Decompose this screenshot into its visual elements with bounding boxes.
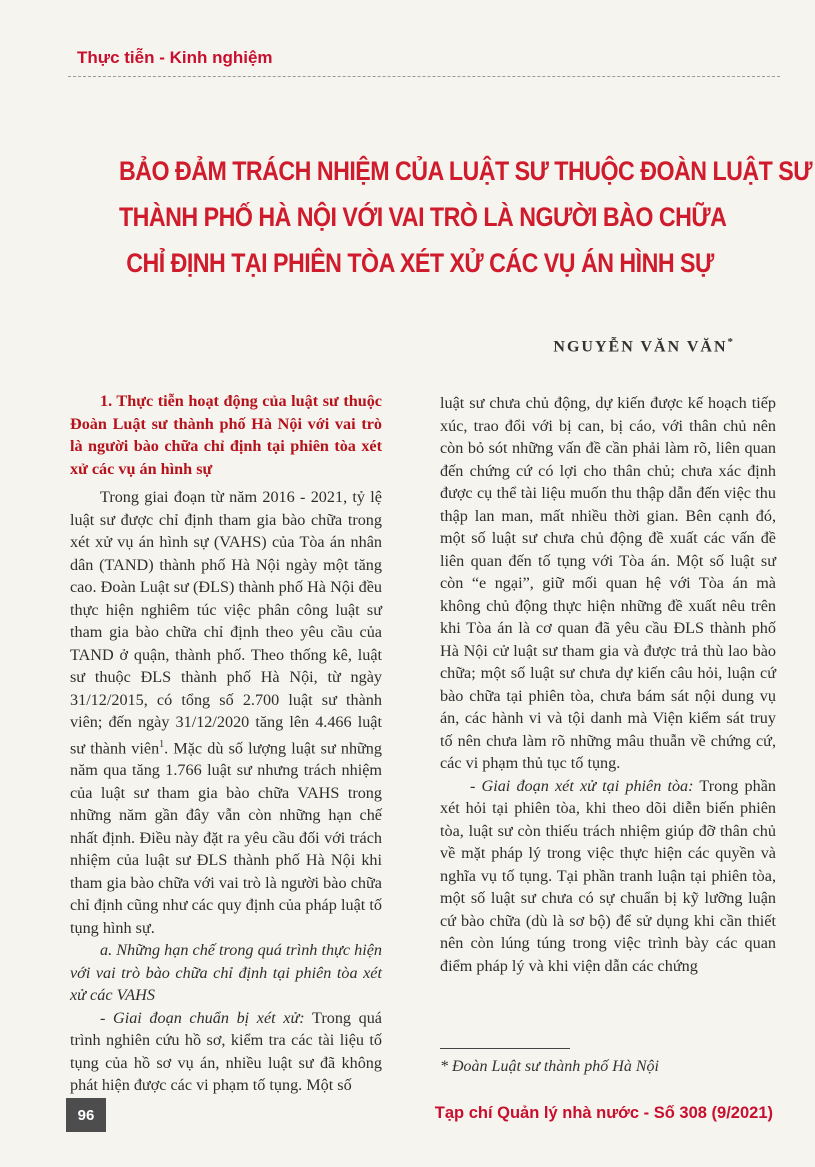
paragraph-text: Trong giai đoạn từ năm 2016 - 2021, tỷ lệ luật sư được chỉ định tham gia bào chữa trong xét xử vụ án hình sự (VAHS) của Tòa án nhân dân (TAND) thành phố Hà Nội ngày một tăng cao. Đoàn Luật sư (ĐLS) thành phố Hà Nội đều thực hiện nghiêm túc việc phân công luật sư tham gia bào chữa chỉ định theo yêu cầu của TAND ở quận, thành phố. Theo thống kê, luật sư thuộc ĐLS thành phố Hà Nội, từ ngày 31/12/2015, có tổng số 2.700 luật sư thành viên; đến ngày 31/12/2020 tăng lên 4.466 luật sư thành viên (70, 488, 382, 757)
author-name: NGUYỄN VĂN VĂN (553, 338, 728, 356)
paragraph (70, 1007, 382, 1097)
author-byline (553, 336, 733, 356)
footnote: * Đoàn Luật sư thành phố Hà Nội (440, 1058, 659, 1075)
paragraph (440, 775, 776, 978)
page-number: 96 (66, 1098, 106, 1132)
paragraph-text-cont: . Mặc dù số lượng luật sư những năm qua tăng 1.766 luật sư nhưng trách nhiệm của luật sư tham gia bào chữa VAHS trong những năm gần đây vẫn còn những hạn chế nhất định. Điều này đặt ra yêu cầu đối với trách nhiệm của luật sư ĐLS thành phố Hà Nội khi tham gia bào chữa với vai trò là người bào chữa chỉ định cũng như các quy định của pháp luật tố tụng hình sự. (70, 738, 382, 937)
paragraph-text: Trong phần xét hỏi tại phiên tòa, khi theo dõi diễn biến phiên tòa, luật sư còn thiếu trách nhiệm giúp đỡ thân chủ về mặt pháp lý trong việc thực hiện các quyền và nghĩa vụ tố tụng. Tại phần tranh luận tại phiên tòa, một số luật sư chưa có sự chuẩn bị kỹ lưỡng luận cứ bào chữa (dù là sơ bộ) để sử dụng khi cần thiết nên còn lúng túng trong việc trình bày các quan điểm pháp lý và khi viện dẫn các chứng (440, 776, 776, 975)
title-line-2: THÀNH PHỐ HÀ NỘI VỚI VAI TRÒ LÀ NGƯỜI BÀO CHỮA (119, 202, 727, 232)
footnote-ref: 1 (159, 738, 165, 750)
journal-citation: Tạp chí Quản lý nhà nước - Số 308 (9/2021) (434, 1104, 773, 1122)
title-line-3: CHỈ ĐỊNH TẠI PHIÊN TÒA XÉT XỬ CÁC VỤ ÁN HÌNH SỰ (126, 248, 714, 278)
article-title (119, 148, 812, 286)
paragraph-label: - Giai đoạn xét xử tại phiên tòa: (470, 776, 694, 795)
section-label: Thực tiễn - Kinh nghiệm (77, 48, 273, 67)
paragraph-label: - Giai đoạn chuẩn bị xét xử: (100, 1008, 305, 1027)
section-heading: 1. Thực tiễn hoạt động của luật sư thuộc Đoàn Luật sư thành phố Hà Nội với vai trò là người bào chữa chỉ định tại phiên tòa xét xử các vụ án hình sự (70, 392, 382, 478)
paragraph-text: Trong quá trình nghiên cứu hồ sơ, kiểm tra các tài liệu tố tụng của hồ sơ vụ án, nhiều luật sư đã không phát hiện được các vi phạm tố tụng. Một số (70, 1008, 382, 1095)
paragraph (70, 486, 382, 939)
footnote-divider (440, 1048, 570, 1049)
left-column (70, 390, 382, 1097)
right-column (440, 392, 776, 977)
title-line-1: BẢO ĐẢM TRÁCH NHIỆM CỦA LUẬT SƯ THUỘC ĐOÀN LUẬT SƯ (119, 156, 812, 186)
author-footnote-mark: * (727, 336, 733, 348)
header-divider (68, 76, 780, 77)
paragraph: luật sư chưa chủ động, dự kiến được kế hoạch tiếp xúc, trao đổi với bị can, bị cáo, với thân chủ nên còn bỏ sót những vấn đề cần phải làm rõ, liên quan đến chứng cứ có lợi cho thân chủ; chưa xác định được cụ thể tài liệu muốn thu thập dẫn đến việc thu thập lan man, mất nhiều thời gian. Bên cạnh đó, một số luật sư chưa chủ động đề xuất các vấn đề liên quan đến tố tụng với Tòa án. Một số luật sư còn “e ngại”, giữ mối quan hệ với Tòa án mà không chủ động thực hiện những đề xuất nêu trên khi Tòa án là cơ quan đã yêu cầu ĐLS thành phố Hà Nội cử luật sư tham gia và được trả thù lao bào chữa; một số luật sư chưa dự kiến câu hỏi, luận cứ bào chữa tại phiên tòa, chưa bám sát nội dung vụ án, các hành vi và tội danh mà Viện kiểm sát truy tố nên chưa làm rõ những mâu thuẫn về chứng cứ, các vi phạm thủ tục tố tụng. (440, 394, 776, 772)
sub-heading: a. Những hạn chế trong quá trình thực hiện với vai trò bào chữa chỉ định tại phiên tòa xét xử các VAHS (70, 941, 382, 1005)
